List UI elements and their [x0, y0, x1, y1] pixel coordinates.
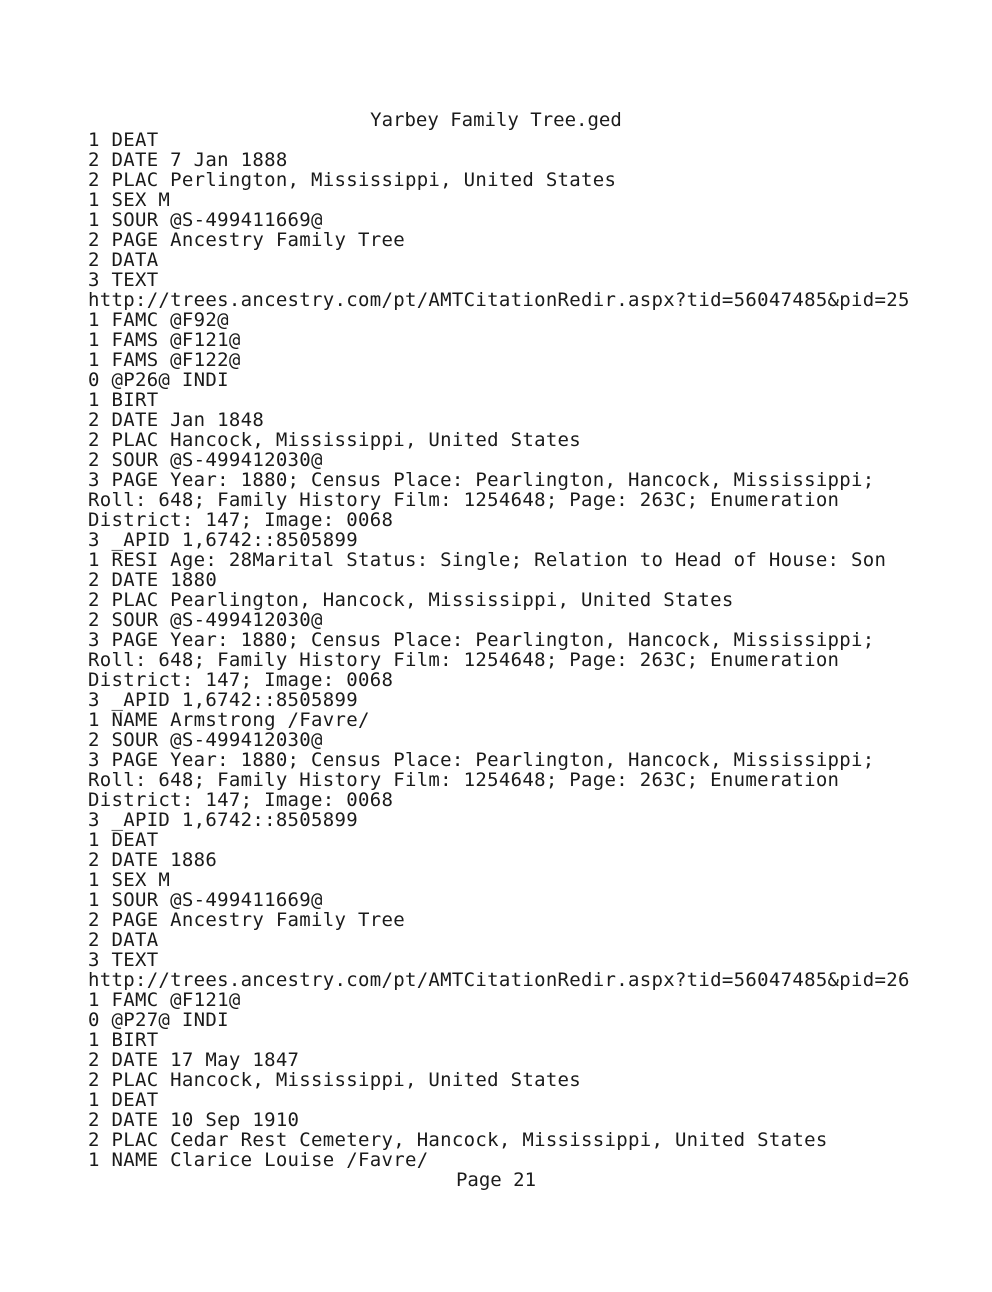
text-line: Roll: 648; Family History Film: 1254648; Page: 263C; Enumeration	[88, 649, 840, 671]
text-line: 3 _APID 1,6742::8505899	[88, 809, 358, 831]
text-line: 3 PAGE Year: 1880; Census Place: Pearlington, Hancock, Mississippi;	[88, 749, 875, 771]
text-line: 1 DEAT	[88, 1089, 159, 1111]
text-line: Roll: 648; Family History Film: 1254648; Page: 263C; Enumeration	[88, 769, 840, 791]
text-line: 1 SEX M	[88, 189, 171, 211]
text-line: 3 PAGE Year: 1880; Census Place: Pearlington, Hancock, Mississippi;	[88, 469, 875, 491]
text-line: 1 NAME Armstrong /Favre/	[88, 709, 370, 731]
text-line: 0 @P26@ INDI	[88, 369, 229, 391]
text-line: 2 DATE 17 May 1847	[88, 1049, 300, 1071]
text-line: District: 147; Image: 0068	[88, 669, 394, 691]
text-line: http://trees.ancestry.com/pt/AMTCitationRedir.aspx?tid=56047485&pid=26	[88, 969, 910, 991]
text-line: 3 TEXT	[88, 269, 159, 291]
text-line: 1 FAMS @F122@	[88, 349, 241, 371]
text-line: 2 PLAC Pearlington, Hancock, Mississippi, United States	[88, 589, 734, 611]
text-line: 3 _APID 1,6742::8505899	[88, 529, 358, 551]
text-line: 1 FAMS @F121@	[88, 329, 241, 351]
text-line: 1 SOUR @S-499411669@	[88, 889, 323, 911]
text-line: 2 DATE Jan 1848	[88, 409, 265, 431]
gedcom-text-body	[88, 130, 968, 1170]
text-line: 2 PAGE Ancestry Family Tree	[88, 909, 405, 931]
text-line: 0 @P27@ INDI	[88, 1009, 229, 1031]
page-title: Yarbey Family Tree.ged	[370, 109, 622, 131]
text-line: 2 PLAC Cedar Rest Cemetery, Hancock, Mississippi, United States	[88, 1129, 828, 1151]
text-line: 2 DATE 10 Sep 1910	[88, 1109, 300, 1131]
text-line: 2 PLAC Hancock, Mississippi, United States	[88, 1069, 582, 1091]
text-line: 2 DATE 1880	[88, 569, 218, 591]
text-line: 1 BIRT	[88, 389, 159, 411]
text-line: 1 BIRT	[88, 1029, 159, 1051]
text-line: 1 FAMC @F121@	[88, 989, 241, 1011]
text-line: 1 FAMC @F92@	[88, 309, 229, 331]
text-line: 1 NAME Clarice Louise /Favre/	[88, 1149, 429, 1171]
text-line: 2 DATE 1886	[88, 849, 218, 871]
text-line: 2 DATA	[88, 249, 159, 271]
text-line: 1 SOUR @S-499411669@	[88, 209, 323, 231]
text-line: 2 SOUR @S-499412030@	[88, 449, 323, 471]
text-line: 2 PLAC Hancock, Mississippi, United States	[88, 429, 582, 451]
text-line: 2 SOUR @S-499412030@	[88, 609, 323, 631]
text-line: Roll: 648; Family History Film: 1254648; Page: 263C; Enumeration	[88, 489, 840, 511]
text-line: 2 DATA	[88, 929, 159, 951]
text-line: 1 DEAT	[88, 129, 159, 151]
text-line: http://trees.ancestry.com/pt/AMTCitationRedir.aspx?tid=56047485&pid=25	[88, 289, 910, 311]
text-line: 3 _APID 1,6742::8505899	[88, 689, 358, 711]
text-line: 1 SEX M	[88, 869, 171, 891]
text-line: District: 147; Image: 0068	[88, 509, 394, 531]
text-line: 1 DEAT	[88, 829, 159, 851]
text-line: 3 TEXT	[88, 949, 159, 971]
text-line: District: 147; Image: 0068	[88, 789, 394, 811]
text-line: 2 DATE 7 Jan 1888	[88, 149, 288, 171]
text-line: 1 RESI Age: 28Marital Status: Single; Relation to Head of House: Son	[88, 549, 887, 571]
text-line: 2 PAGE Ancestry Family Tree	[88, 229, 405, 251]
text-line: 3 PAGE Year: 1880; Census Place: Pearlington, Hancock, Mississippi;	[88, 629, 875, 651]
text-line: 2 SOUR @S-499412030@	[88, 729, 323, 751]
text-line: 2 PLAC Perlington, Mississippi, United States	[88, 169, 617, 191]
page-number: Page 21	[455, 1169, 537, 1191]
